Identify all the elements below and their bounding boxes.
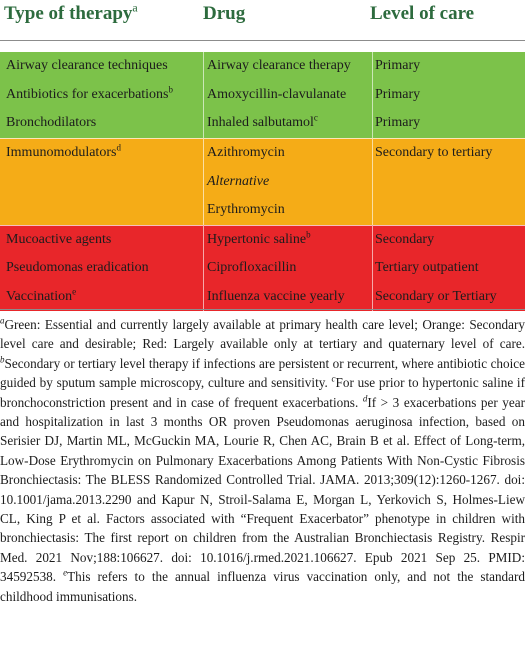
footnote-c-text: For use prior to hypertonic saline if bronchoconstriction present and in case of frequent exacerbations.	[0, 375, 525, 410]
header-level-of-care: Level of care	[370, 3, 475, 24]
level-cell: Secondary or Tertiary	[373, 283, 525, 312]
type-cell	[0, 254, 204, 283]
table-row	[0, 138, 525, 167]
type-cell	[0, 109, 204, 138]
type-label: Immunomodulators	[6, 145, 117, 161]
drug-cell	[204, 283, 373, 312]
type-cell	[0, 81, 204, 110]
drug-cell	[204, 225, 373, 254]
table-row	[0, 283, 525, 312]
footnote-e-text: This refers to the annual influenza virus vaccination only, and not the standard childhood immunisations.	[0, 569, 525, 604]
type-label: Bronchodilators	[6, 115, 97, 131]
level-cell	[373, 196, 525, 225]
drug-label: Hypertonic saline	[207, 231, 307, 247]
drug-label: Erythromycin	[207, 202, 285, 218]
type-cell	[0, 225, 204, 254]
table-row	[0, 52, 525, 81]
level-cell	[373, 167, 525, 196]
header-rule	[0, 40, 525, 41]
header-type-of-therapy	[4, 0, 138, 25]
footnote-paragraph	[0, 315, 525, 606]
table-row	[0, 81, 525, 110]
level-cell: Secondary	[373, 225, 525, 254]
type-label: Airway clearance techniques	[6, 58, 168, 74]
footnote-c-mark: c	[331, 373, 336, 384]
table-row	[0, 225, 525, 254]
header-footnote-mark: a	[132, 0, 138, 15]
table-row	[0, 109, 525, 138]
type-cell	[0, 283, 204, 312]
footnote-mark: b	[306, 229, 311, 240]
footnote-b-mark: b	[0, 354, 5, 365]
type-label: Pseudomonas eradication	[6, 260, 149, 276]
type-cell	[0, 52, 204, 81]
footnote-a-mark: a	[0, 315, 5, 326]
type-label: Mucoactive agents	[6, 231, 112, 247]
footnote-e-mark: e	[63, 567, 68, 578]
drug-cell	[204, 254, 373, 283]
footnote-mark: d	[116, 142, 121, 153]
drug-label: Airway clearance therapy	[207, 58, 351, 74]
drug-label: Amoxycillin-clavulanate	[207, 86, 347, 102]
drug-cell	[204, 52, 373, 81]
type-cell	[0, 138, 204, 167]
drug-label: Inhaled salbutamol	[207, 115, 314, 131]
drug-label: Ciprofloxacillin	[207, 260, 297, 276]
type-cell	[0, 167, 204, 196]
drug-cell	[204, 81, 373, 110]
level-cell: Primary	[373, 81, 525, 110]
level-cell: Secondary to tertiary	[373, 138, 525, 167]
footnote-mark: c	[313, 112, 318, 123]
table-row	[0, 196, 525, 225]
type-label: Vaccination	[6, 289, 73, 305]
footnote-mark: b	[168, 84, 174, 95]
drug-cell	[204, 109, 373, 138]
footnote-d-mark: d	[362, 393, 368, 404]
footnote-b-text: Secondary or tertiary level therapy if infections are persistent or recurrent, where antibiotic choice guided by sputum sample microscopy, culture and sensitivity.	[0, 355, 525, 391]
level-cell: Primary	[373, 109, 525, 138]
footnote-a-text: Green: Essential and currently largely available at primary health care level; Orange: Secondary level care and desirable; Red: Largely available only at tertiary and quaternary level of care.	[0, 317, 525, 352]
footnote-d-text: If > 3 exacerbations per year and hospitalization in last 3 months OR proven Pseudomonas aeruginosa infection, based on Serisier DJ, Martin ML, McGuckin MA, Lourie R, Chen AC, Brain B et al. Effect of Long-term, Low-Dose Erythromycin on Pulmonary Exacerbations Among Patients With Non-Cystic Fibrosis Bronchiectasis: The BLESS Randomized Controlled Trial. JAMA. 2013;309(12):1260-1267. doi: 10.1001/jama.2013.2290 and Kapur N, Stroil-Salama E, Morgan L, Yerkovich S, Holmes-Liew CL, King P et al. Factors associated with “Frequent Exacerbator” phenotype in children with bronchiectasis: The first report on children from the Australian Bronchiectasis Registry. Respir Med. 2021 Nov;188:106627. doi: 10.1016/j.rmed.2021.106627. Epub 2021 Sep 25. PMID: 34592538.	[0, 394, 525, 585]
type-cell	[0, 196, 204, 225]
header-type-label: Type of therapy	[4, 3, 133, 24]
drug-label: Azithromycin	[207, 145, 285, 161]
therapy-table	[0, 52, 525, 311]
drug-cell	[204, 196, 373, 225]
type-label: Antibiotics for exacerbations	[6, 86, 169, 102]
drug-label: Alternative	[207, 173, 270, 189]
drug-label: Influenza vaccine yearly	[207, 289, 345, 305]
table-footnotes	[0, 315, 525, 606]
table-header	[0, 0, 525, 40]
drug-cell	[204, 138, 373, 167]
table-row	[0, 254, 525, 283]
footnote-mark: e	[72, 286, 77, 297]
level-cell: Tertiary outpatient	[373, 254, 525, 283]
footnote-rule	[0, 309, 525, 310]
header-drug: Drug	[203, 3, 246, 24]
level-cell: Primary	[373, 52, 525, 81]
table-row	[0, 167, 525, 196]
drug-cell	[204, 167, 373, 196]
